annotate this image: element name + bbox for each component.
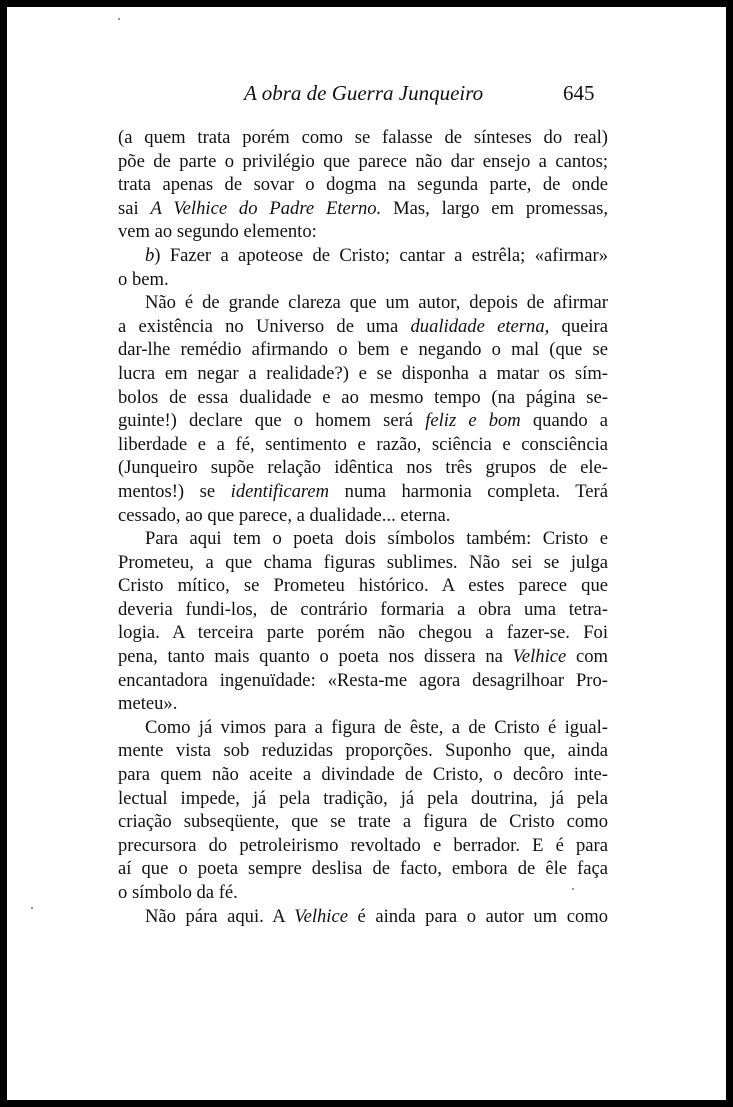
text-run: bolos de essa dualidade e ao mesmo tempo (na página se- [118, 386, 608, 408]
text-line [118, 598, 608, 622]
text-run: Não é de grande clareza que um autor, depois de afirmar [145, 292, 608, 314]
text-run: Não pára aqui. A [145, 905, 295, 927]
text-run: ) Fazer a apoteose de Cristo; cantar a estrêla; «afirmar» [154, 244, 608, 266]
text-run: liberdade e a fé, sentimento e razão, sciência e consciência [118, 433, 608, 455]
text-line [118, 173, 608, 197]
text-line [118, 150, 608, 174]
italic-run: A Velhice do Padre Eterno. [150, 197, 382, 219]
text-line [118, 905, 608, 929]
text-line [118, 409, 608, 433]
text-line [118, 881, 608, 905]
text-run: Mas, largo em promessas, [381, 197, 608, 219]
text-line [118, 197, 608, 221]
text-run: numa harmonia completa. Terá [329, 480, 608, 502]
text-line [118, 645, 608, 669]
text-run: Para aqui tem o poeta dois símbolos também: Cristo e [145, 528, 608, 550]
text-run: dar-lhe remédio afirmando o bem e negando o mal (que se [118, 339, 608, 361]
text-run: guinte!) declare que o homem será [118, 410, 426, 432]
text-run: mentos!) se [118, 480, 231, 502]
paper-speck [118, 18, 120, 20]
text-line [118, 220, 608, 244]
text-line [118, 338, 608, 362]
text-run: cessado, ao que parece, a dualidade... eterna. [118, 504, 451, 526]
italic-run: feliz e bom [425, 410, 521, 432]
text-run: o bem. [118, 268, 169, 290]
paper-speck [31, 907, 33, 909]
italic-run: Velhice [512, 646, 567, 668]
text-run: lectual impede, já pela tradição, já pela doutrina, já pela [118, 787, 608, 809]
text-line [118, 716, 608, 740]
text-run: vem ao segundo elemento: [118, 221, 317, 243]
text-run: aí que o poeta sempre deslisa de facto, embora de êle faça [118, 858, 608, 880]
text-run: é ainda para o autor um como [347, 905, 609, 927]
text-run: logia. A terceira parte porém não chegou a fazer-se. Foi [118, 622, 608, 644]
paper-speck [572, 888, 574, 890]
text-line [118, 291, 608, 315]
text-run: (a quem trata porém como se falasse de sínteses do real) [118, 127, 608, 148]
text-run: encantadora ingenuïdade: «Resta-me agora desagrilhoar Pro- [118, 669, 608, 691]
text-line [118, 574, 608, 598]
text-run: mente vista sob reduzidas proporções. Suponho que, ainda [118, 740, 608, 762]
text-run: para quem não aceite a divindade de Cristo, o decôro inte- [118, 764, 608, 786]
text-line [118, 739, 608, 763]
text-line [118, 456, 608, 480]
text-run: meteu». [118, 693, 178, 715]
italic-run: Velhice [294, 905, 348, 927]
italic-run: identificarem [230, 480, 330, 502]
text-line [118, 527, 608, 551]
text-line [118, 244, 608, 268]
text-line [118, 480, 608, 504]
text-line [118, 810, 608, 834]
italic-run: dualidade eterna, [410, 315, 550, 337]
text-run: precursora do petroleirismo revoltado e berrador. E é para [118, 834, 608, 856]
text-line [118, 857, 608, 881]
text-line [118, 126, 608, 150]
text-line [118, 362, 608, 386]
text-run: Como já vimos para a figura de êste, a de Cristo é igual- [145, 716, 608, 738]
text-run: criação subseqüente, que se trate a figura de Cristo como [118, 811, 608, 833]
text-line [118, 621, 608, 645]
text-run: o símbolo da fé. [118, 882, 238, 903]
text-run: (Junqueiro supõe relação idêntica nos três grupos de ele- [118, 457, 608, 479]
text-line [118, 763, 608, 787]
text-line [118, 669, 608, 693]
text-line [118, 433, 608, 457]
italic-run: b [145, 244, 155, 266]
text-run: pena, tanto mais quanto o poeta nos dissera na [118, 646, 513, 668]
text-run: põe de parte o privilégio que parece não dar ensejo a cantos; [118, 150, 608, 172]
page-header [7, 81, 726, 111]
book-page [7, 7, 726, 1100]
running-title: A obra de Guerra Junqueiro [244, 81, 484, 105]
text-run: Cristo mítico, se Prometeu histórico. A estes parece que [118, 575, 608, 597]
text-run: Prometeu, a que chama figuras sublimes. Não sei se julga [118, 551, 608, 573]
text-line [118, 834, 608, 858]
text-line [118, 692, 608, 716]
text-line [118, 787, 608, 811]
text-line [118, 315, 608, 339]
text-run: queira [549, 315, 608, 337]
page-number: 645 [563, 81, 595, 105]
text-run: trata apenas de sovar o dogma na segunda parte, de onde [118, 174, 608, 196]
text-line [118, 268, 608, 292]
text-line [118, 551, 608, 575]
body-text [118, 126, 608, 928]
text-run: com [566, 646, 609, 668]
text-run: deveria fundi-los, de contrário formaria a obra uma tetra- [118, 598, 608, 620]
text-line [118, 504, 608, 528]
text-run: lucra em negar a realidade?) e se disponha a matar os sím- [118, 362, 608, 384]
text-run: a existência no Universo de uma [118, 315, 411, 337]
text-line [118, 386, 608, 410]
text-run: quando a [520, 410, 609, 432]
text-run: sai [118, 197, 151, 219]
